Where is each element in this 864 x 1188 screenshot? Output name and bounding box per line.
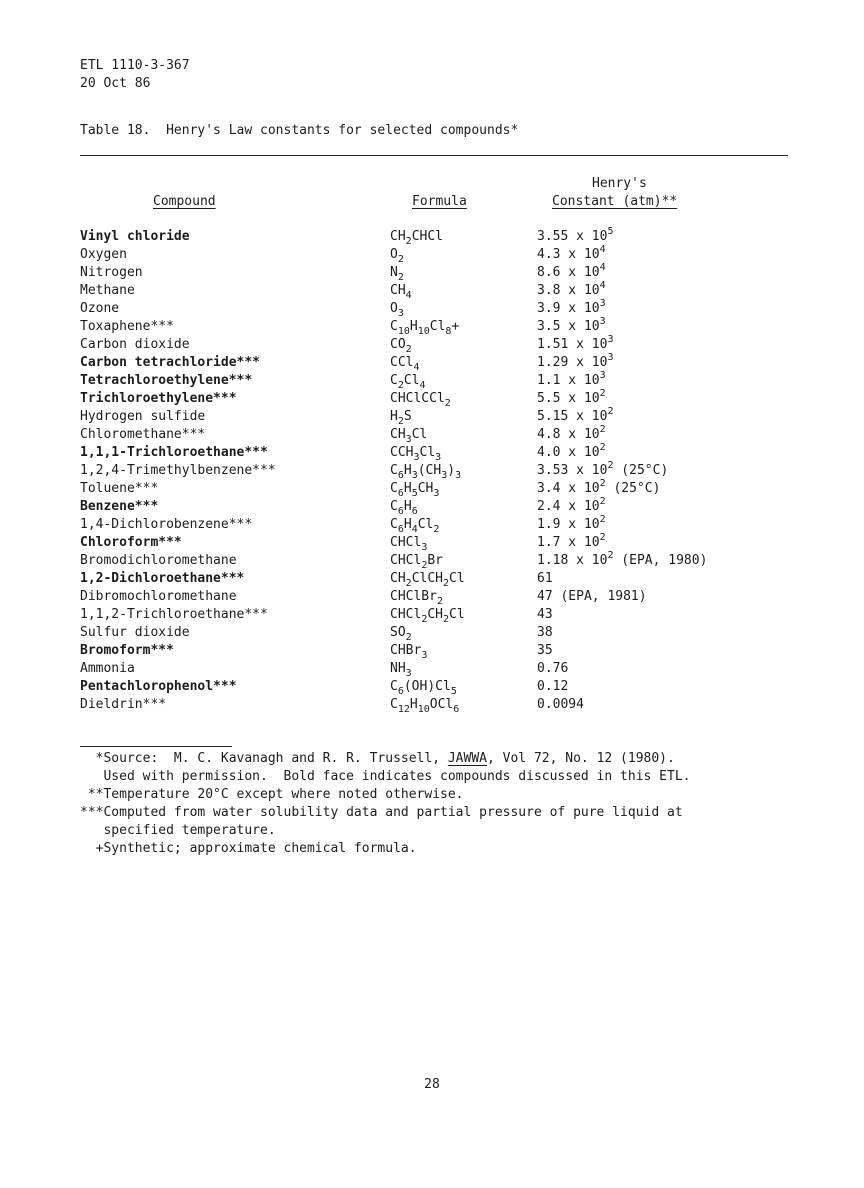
page-number: 28 xyxy=(424,1077,440,1092)
compound-formula: $O_3$ xyxy=(390,301,404,319)
footnote-rule xyxy=(80,746,232,747)
henry-constant: 4.3 x $10^4$ xyxy=(537,244,606,262)
compound-formula: $SO_2$ xyxy=(390,625,412,643)
henry-constant: 1.18 x $10^2$ (EPA, 1980) xyxy=(537,550,708,568)
column-header-formula: Formula xyxy=(412,194,467,209)
compound-formula: $C_6H_5CH_3$ xyxy=(390,481,440,499)
column-header-constant-line1: Henry's xyxy=(592,176,647,191)
compound-name: Vinyl chloride xyxy=(80,229,190,244)
compound-name: Pentachlorophenol*** xyxy=(80,679,237,694)
footnote-source-suffix: , Vol 72, No. 12 (1980). xyxy=(487,751,675,766)
compound-formula: $CHCl_2CH_2Cl$ xyxy=(390,607,465,625)
compound-name: Tetrachloroethylene*** xyxy=(80,373,253,388)
table-row xyxy=(80,462,780,480)
compound-name: Methane xyxy=(80,283,135,298)
compound-formula: $H_2S$ xyxy=(390,409,412,427)
henry-constant: 1.9 x $10^2$ xyxy=(537,514,606,532)
henry-constant: 1.7 x $10^2$ xyxy=(537,532,606,550)
compound-name: Nitrogen xyxy=(80,265,143,280)
compound-name: Benzene*** xyxy=(80,499,159,514)
henry-constant: 5.5 x $10^2$ xyxy=(537,388,606,406)
table-row xyxy=(80,678,780,696)
compound-name: Carbon dioxide xyxy=(80,337,190,352)
table-row xyxy=(80,498,780,516)
compound-name: Dieldrin*** xyxy=(80,697,167,712)
compound-name: Hydrogen sulfide xyxy=(80,409,206,424)
compound-name: Ammonia xyxy=(80,661,135,676)
henry-constant: 3.5 x $10^3$ xyxy=(537,316,606,334)
footnote-computed-line1: ***Computed from water solubility data and partial pressure of pure liquid at xyxy=(80,805,683,820)
table-row xyxy=(80,426,780,444)
compound-name: Oxygen xyxy=(80,247,127,262)
compound-name: 1,2-Dichloroethane*** xyxy=(80,571,245,586)
compound-name: Chloromethane*** xyxy=(80,427,206,442)
compound-formula: CHBr$_3$ xyxy=(390,643,428,661)
compound-formula: $CH_2CHCl$ xyxy=(390,229,443,247)
compound-formula: CHCl$_2$Br xyxy=(390,553,443,571)
henry-constant: 35 xyxy=(537,643,553,658)
document-date: 20 Oct 86 xyxy=(80,76,151,91)
henry-constant: 61 xyxy=(537,571,553,586)
table-row xyxy=(80,246,780,264)
table-row xyxy=(80,588,780,606)
compound-formula: $C_6H_3(CH_3)_3$ xyxy=(390,463,462,481)
footnote-computed-line2: specified temperature. xyxy=(80,823,276,838)
compound-name: Bromodichloromethane xyxy=(80,553,237,568)
table-row xyxy=(80,606,780,624)
footnote-source xyxy=(80,750,800,768)
footnotes xyxy=(80,750,800,858)
henry-constant: 0.76 xyxy=(537,661,569,676)
table-row xyxy=(80,624,780,642)
henry-constant: 3.53 x $10^2$ (25°C) xyxy=(537,460,669,478)
compound-formula: $C_{10}H_{10}Cl_8+$ xyxy=(390,319,460,337)
compound-name: Bromoform*** xyxy=(80,643,174,658)
table-row xyxy=(80,300,780,318)
table-row xyxy=(80,336,780,354)
table-row xyxy=(80,228,780,246)
table-row xyxy=(80,696,780,714)
compound-formula: $O_2$ xyxy=(390,247,404,265)
compound-formula: CHCl$_3$ xyxy=(390,535,428,553)
table-top-rule xyxy=(80,155,788,156)
footnote-synthetic: +Synthetic; approximate chemical formula. xyxy=(80,841,417,856)
compound-formula: $CCH_3Cl_3$ xyxy=(390,445,442,463)
table-row xyxy=(80,372,780,390)
column-header-constant-line2: Constant (atm)** xyxy=(552,194,678,209)
table-row xyxy=(80,444,780,462)
compound-name: Dibromochloromethane xyxy=(80,589,237,604)
henry-constant: 3.55 x $10^5$ xyxy=(537,226,614,244)
henry-constant: 4.8 x $10^2$ xyxy=(537,424,606,442)
henry-constant: 8.6 x $10^4$ xyxy=(537,262,606,280)
henry-constant: 43 xyxy=(537,607,553,622)
compound-formula: $CH_3Cl$ xyxy=(390,427,428,445)
table-row xyxy=(80,642,780,660)
table-row xyxy=(80,408,780,426)
compound-name: 1,1,2-Trichloroethane*** xyxy=(80,607,268,622)
compound-formula: $CH_4$ xyxy=(390,283,412,301)
henry-constant: 3.8 x $10^4$ xyxy=(537,280,606,298)
footnote-source-journal: JAWWA xyxy=(447,751,487,766)
compound-name: Trichloroethylene*** xyxy=(80,391,237,406)
compound-formula: $CH_2ClCH_2Cl$ xyxy=(390,571,465,589)
document-header xyxy=(80,57,190,93)
henry-constant: 3.4 x $10^2$ (25°C) xyxy=(537,478,661,496)
table-row xyxy=(80,354,780,372)
column-header-compound: Compound xyxy=(153,194,216,209)
compound-formula: $C_{12}H_{10}OCl_6$ xyxy=(390,697,460,715)
compound-name: Toluene*** xyxy=(80,481,159,496)
table-row xyxy=(80,660,780,678)
compound-formula: $C_6H_4Cl_2$ xyxy=(390,517,440,535)
table-body xyxy=(80,228,780,714)
henry-constant: 47 (EPA, 1981) xyxy=(537,589,647,604)
compound-formula: $C_6(OH)Cl_5$ xyxy=(390,679,457,697)
compound-name: Ozone xyxy=(80,301,120,316)
compound-formula: $CO_2$ xyxy=(390,337,412,355)
table-row xyxy=(80,480,780,498)
compound-name: Carbon tetrachloride*** xyxy=(80,355,261,370)
table-row xyxy=(80,516,780,534)
compound-formula: CCl$_4$ xyxy=(390,355,420,373)
henry-constant: 0.12 xyxy=(537,679,569,694)
henry-constant: 1.29 x $10^3$ xyxy=(537,352,614,370)
henry-constant: 38 xyxy=(537,625,553,640)
henry-constant: 1.1 x $10^3$ xyxy=(537,370,606,388)
table-caption: Table 18. Henry's Law constants for selected compounds* xyxy=(80,123,519,138)
table-row xyxy=(80,264,780,282)
henry-constant: 1.51 x $10^3$ xyxy=(537,334,614,352)
henry-constant: 4.0 x $10^2$ xyxy=(537,442,606,460)
compound-formula: $NH_3$ xyxy=(390,661,412,679)
compound-name: Sulfur dioxide xyxy=(80,625,190,640)
compound-formula: CHClCCl$_2$ xyxy=(390,391,451,409)
compound-formula: CHClBr$_2$ xyxy=(390,589,443,607)
table-row xyxy=(80,534,780,552)
henry-constant: 2.4 x $10^2$ xyxy=(537,496,606,514)
compound-formula: $C_2Cl_4$ xyxy=(390,373,426,391)
compound-name: 1,1,1-Trichloroethane*** xyxy=(80,445,268,460)
compound-name: Chloroform*** xyxy=(80,535,182,550)
henry-constant: 3.9 x $10^3$ xyxy=(537,298,606,316)
table-row xyxy=(80,390,780,408)
compound-formula: $C_6H_6$ xyxy=(390,499,418,517)
footnote-source-prefix: *Source: M. C. Kavanagh and R. R. Trussell, xyxy=(80,751,448,766)
compound-name: 1,4-Dichlorobenzene*** xyxy=(80,517,253,532)
henry-constant: 0.0094 xyxy=(537,697,584,712)
table-row xyxy=(80,318,780,336)
compound-name: 1,2,4-Trimethylbenzene*** xyxy=(80,463,276,478)
document-id: ETL 1110-3-367 xyxy=(80,58,190,73)
table-row xyxy=(80,282,780,300)
henry-constant: 5.15 x $10^2$ xyxy=(537,406,614,424)
compound-formula: $N_2$ xyxy=(390,265,404,283)
table-row xyxy=(80,552,780,570)
footnote-temperature: **Temperature 20°C except where noted otherwise. xyxy=(80,787,464,802)
compound-name: Toxaphene*** xyxy=(80,319,174,334)
table-row xyxy=(80,570,780,588)
footnote-source-line2: Used with permission. Bold face indicates compounds discussed in this ETL. xyxy=(80,769,691,784)
